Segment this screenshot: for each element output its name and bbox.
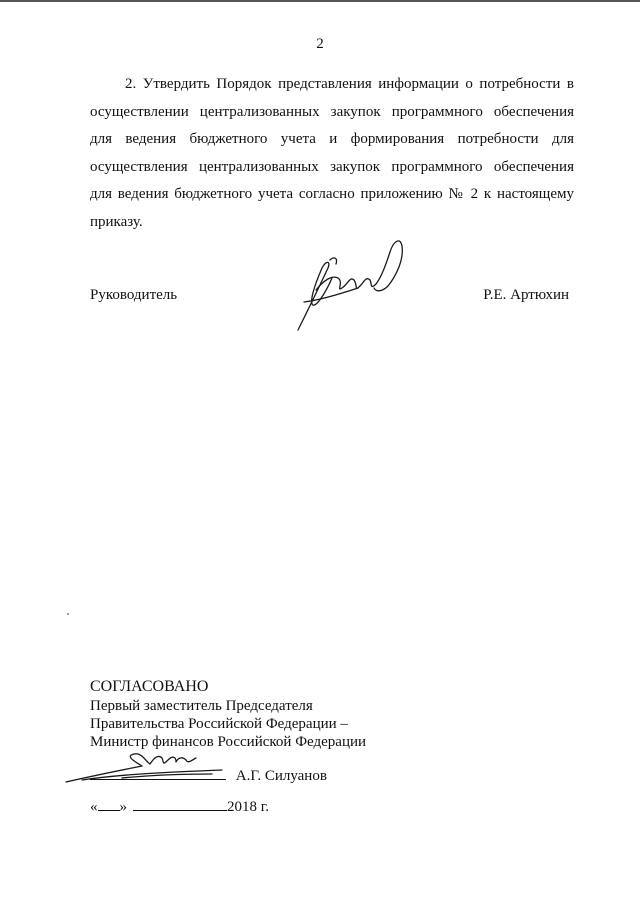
date-month-blank bbox=[133, 796, 227, 811]
approval-sign-row bbox=[90, 765, 327, 785]
approval-block bbox=[90, 677, 366, 751]
handwritten-signature-head bbox=[290, 230, 410, 340]
paragraph-line: 2. Утвердить Порядок представления информации о потребности в bbox=[125, 76, 574, 92]
approval-date-row bbox=[90, 796, 269, 816]
date-open-quote: « bbox=[90, 799, 98, 815]
signature-line bbox=[90, 765, 226, 780]
date-close-quote: » bbox=[119, 799, 127, 815]
paragraph-line: для ведения бюджетного учета и формирования потребности для bbox=[90, 131, 574, 148]
signer-name: Р.Е. Артюхин bbox=[483, 287, 569, 303]
paragraph-line: осуществления централизованных закупок программного обеспечения bbox=[90, 158, 574, 175]
paragraph-line: для ведения бюджетного учета согласно приложению № 2 к настоящему bbox=[90, 186, 574, 203]
approval-position-line: Министр финансов Российской Федерации bbox=[90, 734, 367, 750]
order-paragraph bbox=[90, 71, 574, 237]
signer-title: Руководитель bbox=[90, 287, 178, 303]
approval-position-line: Первый заместитель Председателя bbox=[90, 698, 313, 714]
date-day-blank bbox=[98, 796, 120, 811]
approval-heading: СОГЛАСОВАНО bbox=[90, 678, 209, 695]
paragraph-line: приказу. bbox=[90, 213, 143, 230]
page-number: 2 bbox=[316, 36, 324, 52]
top-border bbox=[0, 0, 640, 2]
date-year: 2018 г. bbox=[227, 799, 269, 815]
approval-position-line: Правительства Российской Федерации – bbox=[90, 716, 348, 732]
paragraph-line: осуществлении централизованных закупок программного обеспечения bbox=[90, 103, 574, 120]
scan-speck bbox=[67, 613, 69, 615]
approval-name: А.Г. Силуанов bbox=[235, 768, 327, 784]
